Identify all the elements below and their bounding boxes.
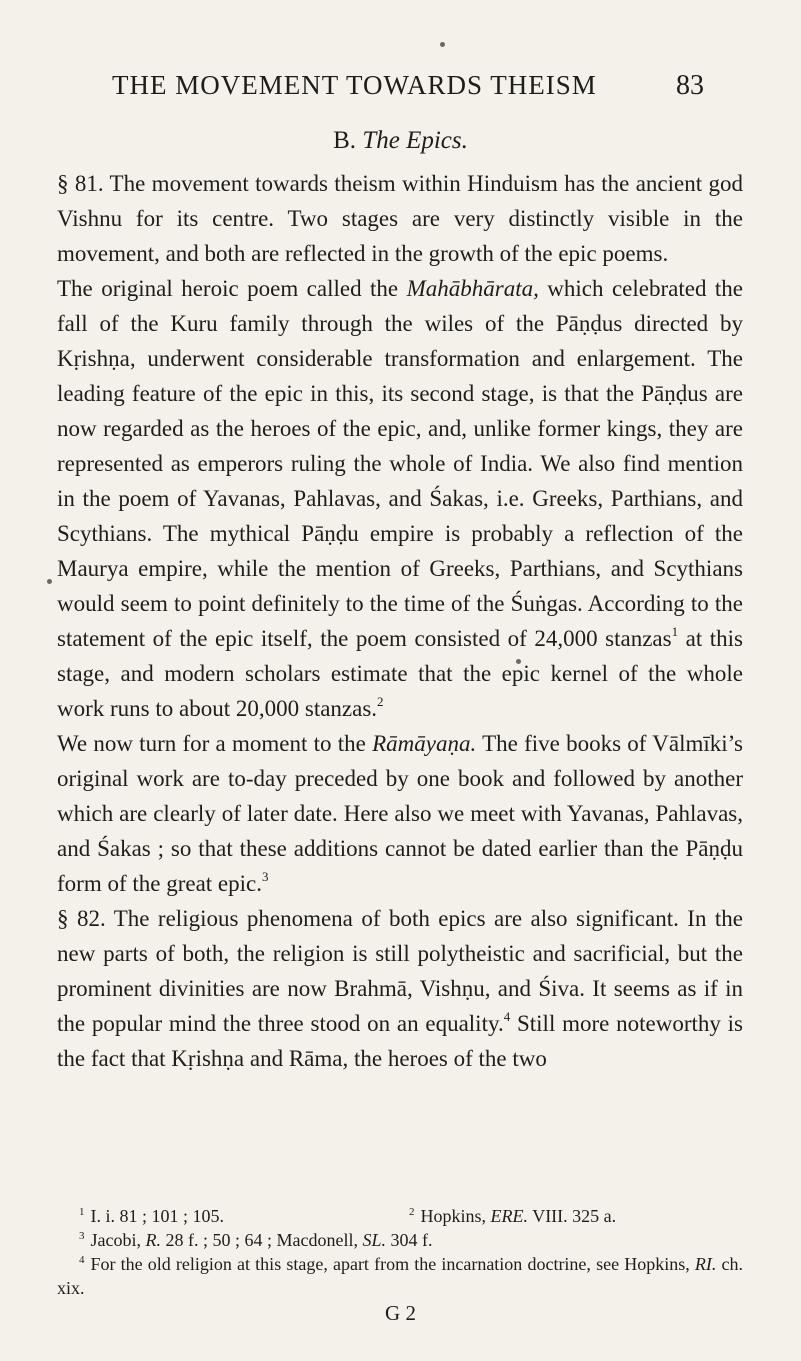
ink-speck [440, 42, 445, 47]
italic-title: R. [145, 1230, 161, 1250]
footnote-reference: 3 [262, 869, 269, 884]
section-heading [0, 127, 801, 155]
footnote-reference: 1 [671, 624, 679, 639]
text-run: For the old religion at this stage, apart from the incarnation doctrine, see Hopkins, [90, 1254, 695, 1274]
footnote-mark: 1 [79, 1206, 85, 1218]
text-run: ch. xix. [57, 1254, 743, 1298]
footnote [57, 1204, 387, 1228]
body-text [57, 166, 743, 1076]
italic-title: ERE. [490, 1206, 529, 1226]
section-title: The Epics. [362, 127, 468, 154]
signature-mark: G 2 [385, 1301, 416, 1325]
text-run: I. i. 81 ; 101 ; 105. [90, 1206, 224, 1226]
footnotes [57, 1204, 743, 1300]
running-head-title: THE MOVEMENT TOWARDS THEISM [112, 70, 597, 100]
text-run: at this stage, and modern scholars estimate that the epic kernel of the whole work runs to about 20,000 stanzas. [57, 626, 743, 721]
ink-speck [47, 579, 52, 584]
running-head [112, 70, 704, 102]
footnote-mark: 3 [79, 1230, 85, 1242]
footnote-row [57, 1204, 743, 1228]
italic-title: Mahābhārata, [406, 276, 539, 301]
footnote-reference: 4 [503, 1009, 511, 1024]
footnote-row [57, 1228, 743, 1252]
text-run: which celebrated the fall of the Kuru family through the wiles of the Pāṇḍus directed by Kṛishṇa, underwent considerable transformation and enlargement. The leading feature of the epic in this, its second stage, is that the Pāṇḍus are now regarded as the heroes of the epic, and, unlike former kings, they are represented as emperors ruling the whole of India. We also find mention in the poem of Yavanas, Pahlavas, and Śakas, i.e. Greeks, Parthians, and Scythians. The mythical Pāṇḍu empire is probably a reflection of the Maurya empire, while the mention of Greeks, Parthians, and Scythians would seem to point definitely to the time of the Śuṅgas. According to the statement of the epic itself, the poem consisted of 24,000 stanzas [57, 276, 743, 651]
italic-title: Rāmāyaṇa. [372, 731, 477, 756]
text-run: We now turn for a moment to the [57, 731, 373, 756]
text-run: § 81. The movement towards theism within Hinduism has the ancient god Vishnu for its centre. Two stages are very distinctly visible in the movement, and both are reflected in the growth of the epic poems. [57, 171, 743, 266]
text-run: 304 f. [385, 1230, 433, 1250]
footnote [387, 1204, 743, 1228]
text-run: VIII. 325 a. [528, 1206, 617, 1226]
italic-title: SL. [362, 1230, 386, 1250]
text-run: Hopkins, [420, 1206, 491, 1226]
italic-title: RI. [694, 1254, 717, 1274]
text-run: The original heroic poem called the [57, 276, 407, 301]
text-run: Still more noteworthy is the fact that Kṛishṇa and Rāma, the heroes of the two [57, 1011, 743, 1071]
text-run: The five books of Vālmīki’s original work are to-day preceded by one book and followed by another which are clearly of later date. Here also we meet with Yavanas, Pahlavas, and Śakas ; so that these additions cannot be dated earlier than the Pāṇḍu form of the great epic. [57, 731, 744, 896]
paragraph-p2 [57, 271, 743, 726]
footnote [57, 1228, 743, 1252]
page-number: 83 [676, 70, 704, 101]
footnote-mark: 2 [409, 1206, 415, 1218]
paragraph-p3 [57, 726, 743, 901]
footnote-reference: 2 [377, 694, 384, 709]
footnote [57, 1252, 743, 1300]
text-run: 28 f. ; 50 ; 64 ; Macdonell, [160, 1230, 363, 1250]
paragraph-p1 [57, 166, 743, 271]
text-run: § 82. The religious phenomena of both epics are also significant. In the new parts of both, the religion is still polytheistic and sacrificial, but the prominent divinities are now Brahmā, Vishṇu, and Śiva. It seems as if in the popular mind the three stood on an equality. [57, 906, 743, 1036]
footnote-mark: 4 [79, 1254, 85, 1266]
text-run: Jacobi, [90, 1230, 146, 1250]
footnote-row [57, 1252, 743, 1300]
paragraph-p4 [57, 901, 743, 1076]
section-label: B. [333, 127, 357, 154]
